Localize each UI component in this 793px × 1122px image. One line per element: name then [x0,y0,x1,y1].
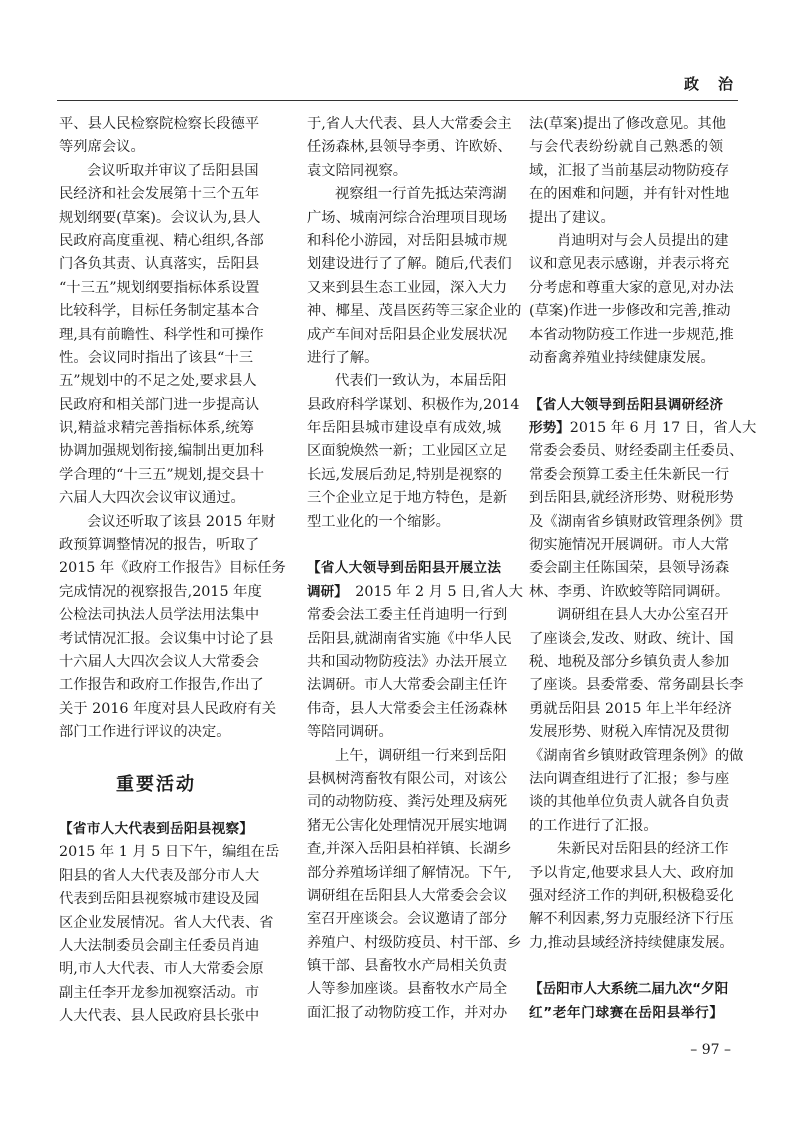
news-item-title: 【省人大领导到岳阳县开展立法 [307,560,501,577]
text-line: 动畜禽养殖业持续健康发展。 [529,349,715,366]
text-line: 神、椰星、茂昌医药等三家企业的 [307,303,522,320]
section-spacer [529,370,723,393]
news-item-title: 【岳阳市人大系统二届九次“夕阳 [529,981,729,998]
text-line: 广场、城南河综合治理项目现场 [307,209,508,226]
text-line: 朱新民对岳阳县的经济工作 [557,841,729,858]
text-line: 的工作进行了汇报。 [529,817,658,834]
paragraph [59,113,260,160]
news-item-title: 调研】 [307,583,341,600]
news-item-title: 红”老年门球赛在岳阳县举行】 [529,1004,723,1021]
news-item-title-line [307,581,523,604]
text-line: 会议听取并审议了岳阳县国 [87,162,259,179]
text-line: 发展形势、财税入库情况及贯彻 [529,724,730,741]
text-line: 人等参加座谈。县畜牧水产局全 [307,981,508,998]
news-item-title: 【省人大领导到岳阳县调研经济 [529,396,723,413]
text-line: 任汤森林,县领导李勇、许欧娇、 [307,139,512,156]
text-line: 伟奇，县人大常委会主任汤森林 [307,700,508,717]
text-line: 彻实施情况开展调研。市人大常 [529,537,730,554]
text-line: 性。会议同时指出了该县“十三 [59,349,253,366]
column-3 [529,113,757,1025]
paragraph [307,370,520,534]
text-line: 三个企业立足于地方特色，是新 [307,490,508,507]
running-head-section: 政 治 [683,75,735,93]
text-line: 理,具有前瞻性、科学性和可操作 [59,326,264,343]
text-line: 划建设进行了了解。随后,代表们 [307,256,512,273]
text-line: 《湖南省乡镇财政管理条例》的做 [529,747,744,764]
text-line: 规划纲要(草案)。会议认为,县人 [59,209,261,226]
text-line: 本省动物防疫工作进一步规范,推 [529,326,734,343]
text-line: 法向调查组进行了汇报；参与座 [529,770,730,787]
text-line: 完成情况的视察报告,2015 年度 [59,583,262,600]
section-heading: 重要活动 [116,773,196,795]
text-line: 税、地税及部分乡镇负责人参加 [529,653,730,670]
text-line: 会议还听取了该县 2015 年财 [87,513,276,530]
text-line: 六届人大四次会议审议通过。 [59,490,245,507]
text-line: 代表到岳阳县视察城市建设及园 [59,891,260,908]
news-item-title-line [529,417,757,440]
text-line: 阳县的省人大代表及部分市人大 [59,867,260,884]
text-line: 常委会委员、财经委副主任委员、 [529,443,744,460]
news-item [59,818,280,1029]
paragraph [529,838,734,955]
column-1 [59,113,286,1028]
text-line: 县政府科学谋划、积极作为,2014 [307,396,520,413]
text-line: 谈的其他单位负责人就各自负责 [529,794,730,811]
text-line: 调研组在县人大办公室召开 [557,607,729,624]
text-line: 平、县人民检察院检察长段德平 [59,116,260,132]
text-line: 进行了解。 [307,349,379,366]
text-line: 室召开座谈会。会议邀请了部分 [307,911,508,928]
text-line: 与会代表纷纷就自己熟悉的领 [529,139,723,156]
text-line: 视察组一行首先抵达荣湾湖 [335,186,507,203]
text-line: 等列席会议。 [59,139,145,156]
text-line: 力,推动县域经济持续健康发展。 [529,934,734,951]
text-line: 法调研。市人大常委会副主任许 [307,677,508,694]
text-line: 法(草案)提出了修改意见。其他 [529,116,727,132]
text-line: 袁文陪同视察。 [307,162,408,179]
text-line: 委会副主任陈国荣，县领导汤森 [529,560,730,577]
news-item-text: 2015 年 2 月 5 日,省人大 [340,583,523,600]
paragraph [307,745,522,1026]
paragraph [529,230,734,370]
text-line: 予以肯定,他要求县人大、政府加 [529,864,734,881]
text-line: 又来到县生态工业园，深入大力 [307,279,508,296]
text-line: 部门工作进行评议的决定。 [59,724,231,741]
section-spacer [529,955,723,978]
paragraph [59,160,265,511]
text-line: 和科伦小游园，对岳阳县城市规 [307,232,508,249]
text-line: 型工业化的一个缩影。 [307,513,450,530]
column-2 [307,113,523,1025]
paragraph [307,183,522,370]
text-line: 长远,发展后劲足,特别是视察的 [307,466,502,483]
text-line: 林、李勇、许欧蛟等陪同调研。 [529,583,730,600]
text-line: 及《湖南省乡镇财政管理条例》贯 [529,513,744,530]
text-line: 协调加强规划衔接,编制出更加科 [59,443,264,460]
paragraph [529,113,730,230]
text-line: 司的动物防疫、粪污处理及病死 [307,794,508,811]
text-line: 民政府高度重视、精心组织,各部 [59,232,264,249]
text-line: 调研组在岳阳县人大常委会会议 [307,887,508,904]
text-line: 议和意见表示感谢，并表示将充 [529,256,730,273]
text-line: 了座谈。县委常委、常务副县长李 [529,677,744,694]
text-line: 考试情况汇报。会议集中讨论了县 [59,630,274,647]
text-line: 提出了建议。 [529,209,615,226]
page-number: – 97 – [690,1042,731,1058]
text-line: 了座谈会,发改、财政、统计、国 [529,630,734,647]
paragraph [59,511,286,745]
text-line: 查,并深入岳阳县柏祥镇、长湖乡 [307,841,512,858]
text-line: 十六届人大四次会议人大常委会 [59,653,260,670]
text-line: 明,市人大代表、市人大常委会原 [59,961,264,978]
text-line: 区企业发展情况。省人大代表、省 [59,914,274,931]
news-item-title: 形势】 [529,420,570,437]
text-line: 学合理的“十三五”规划,提交县十 [59,466,265,483]
text-line: 成产车间对岳阳县企业发展状况 [307,326,508,343]
text-line: 到岳阳县,就经济形势、财税形势 [529,490,734,507]
text-line: 共和国动物防疫法》办法开展立 [307,653,508,670]
news-item [529,394,757,605]
text-line: 年岳阳县城市建设卓有成效,城 [307,420,501,437]
news-item-title: 【省市人大代表到岳阳县视察】 [59,820,253,837]
text-line: 政预算调整情况的报告，听取了 [59,537,260,554]
text-line: 分考虑和尊重大家的意见,对办法 [529,279,734,296]
text-line: 镇干部、县畜牧水产局相关负责 [307,958,508,975]
text-line: 面汇报了动物防疫工作，并对办 [307,1004,508,1021]
text-line: 上午，调研组一行来到岳阳 [335,747,507,764]
text-line: 猪无公害化处理情况开展实地调 [307,817,508,834]
paragraph [307,113,512,183]
text-line: 识,精益求精完善指标体系,统筹 [59,420,254,437]
paragraph [529,604,744,838]
text-line: 常委会预算工委主任朱新民一行 [529,466,730,483]
text-line: 副主任李开龙参加视察活动。市 [59,984,260,1001]
text-line: 关于 2016 年度对县人民政府有关 [59,700,277,717]
text-line: 比较科学，目标任务制定基本合 [59,303,260,320]
text-line: 门各负其责、认真落实，岳阳县 [59,256,260,273]
text-line: 区面貌焕然一新；工业园区立足 [307,443,508,460]
text-line: 公检法司执法人员学法用法集中 [59,607,260,624]
text-line: 五”规划中的不足之处,要求县人 [59,373,257,390]
text-line: 县枫树湾畜牧有限公司，对该公 [307,770,508,787]
text-line: 养殖户、村级防疫员、村干部、乡 [307,934,522,951]
text-line: “十三五”规划纲要指标体系设置 [59,279,260,296]
news-item [307,557,523,744]
text-line: 部分养殖场详细了解情况。下午, [307,864,512,881]
text-line: 解不利因素,努力克服经济下行压 [529,911,734,928]
text-line: 在的困难和问题，并有针对性地 [529,186,730,203]
text-line: 岳阳县,就湖南省实施《中华人民 [307,630,512,647]
section-spacer [307,534,501,557]
text-line: 强对经济工作的判研,积极稳妥化 [529,887,734,904]
text-line: 等陪同调研。 [307,724,393,741]
text-line: 工作报告和政府工作报告,作出了 [59,677,264,694]
text-line: (草案)作进一步修改和完善,推动 [529,303,731,320]
text-line: 2015 年 1 月 5 日下午，编组在岳 [59,844,280,861]
text-line: 人大法制委员会副主任委员肖迪 [59,937,260,954]
text-line: 民政府和相关部门进一步提高认 [59,396,260,413]
text-line: 于,省人大代表、县人大常委会主 [307,116,512,132]
text-line: 常委会法工委主任肖迪明一行到 [307,607,508,624]
text-line: 民经济和社会发展第十三个五年 [59,186,260,203]
text-line: 代表们一致认为，本届岳阳 [335,373,507,390]
text-line: 人大代表、县人民政府县长张中 [59,1008,260,1025]
news-item [529,978,729,1025]
text-line: 2015 年《政府工作报告》目标任务 [59,560,286,577]
text-line: 域，汇报了当前基层动物防疫存 [529,162,730,179]
news-item-text: 2015 年 6 月 17 日，省人大 [569,420,757,437]
header-rule [57,100,738,101]
text-line: 肖迪明对与会人员提出的建 [557,232,729,249]
text-line: 勇就岳阳县 2015 年上半年经济 [529,700,732,717]
